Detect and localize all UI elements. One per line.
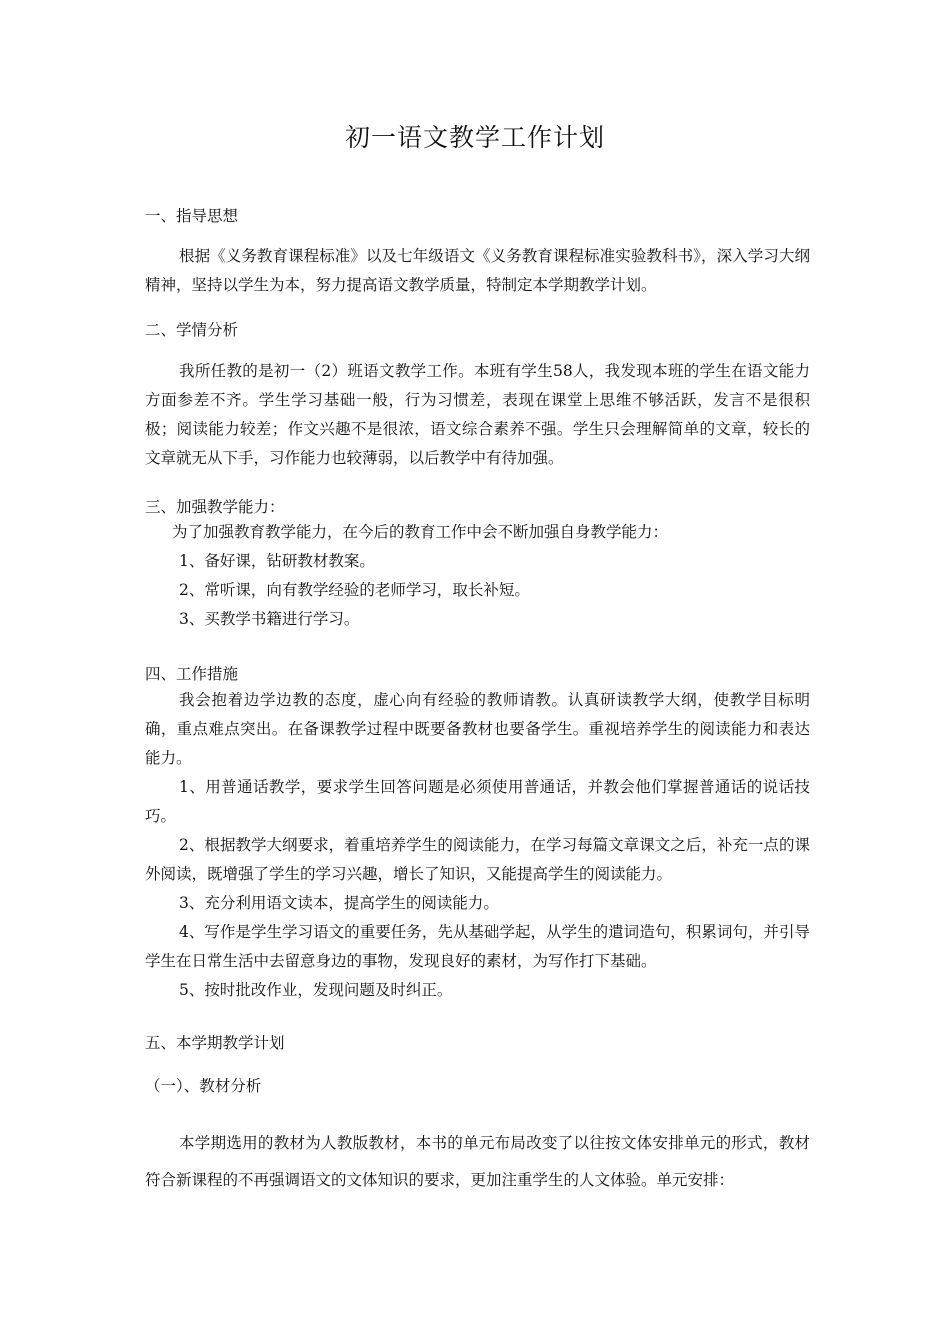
list-item: 1、备好课，钻研教材教案。 xyxy=(179,552,375,570)
section-heading-semester-plan: 五、本学期教学计划 xyxy=(145,1034,285,1052)
section-heading-student-analysis: 二、学情分析 xyxy=(145,321,239,339)
section-heading-work-measures: 四、工作措施 xyxy=(145,665,239,683)
list-item: 2、常听课，向有教学经验的老师学习，取长补短。 xyxy=(179,581,530,599)
paragraph-student-analysis: 我所任教的是初一（2）班语文教学工作。本班有学生58人，我发现本班的学生在语文能力方面参差不齐。学生学习基础一般，行为习惯差，表现在课堂上思维不够活跃，发言不是很积极；阅读能力较差；作文兴趣不是很浓，语文综合素养不强。学生只会理解简单的文章，较长的文章就无从下手，习作能力也较薄弱，以后教学中有待加强。 xyxy=(145,362,810,467)
teaching-ability-intro: 为了加强教育教学能力，在今后的教育工作中会不断加强自身教学能力： xyxy=(172,523,669,541)
paragraph-textbook-analysis: 本学期选用的教材为人教版教材，本书的单元布局改变了以往按文体安排单元的形式，教材符合新课程的不再强调语文的文体知识的要求，更加注重学生的人文体验。单元安排： xyxy=(145,1134,810,1189)
paragraph-measure-3: 3、充分利用语文读本，提高学生的阅读能力。 xyxy=(179,894,499,912)
paragraph-work-measures: 我会抱着边学边教的态度，虚心向有经验的教师请教。认真研读教学大纲，使教学目标明确，重点难点突出。在备课教学过程中既要备教材也要备学生。重视培养学生的阅读能力和表达能力。 xyxy=(145,691,810,767)
subsection-heading-textbook-analysis: （一）、教材分析 xyxy=(145,1077,262,1095)
section-heading-teaching-ability: 三、加强教学能力： xyxy=(145,498,285,516)
paragraph-guiding-ideology: 根据《义务教育课程标准》以及七年级语文《义务教育课程标准实验教科书》，深入学习大纲精神，坚持以学生为本，努力提高语文教学质量，特制定本学期教学计划。 xyxy=(145,247,810,294)
paragraph-measure-2: 2、根据教学大纲要求，着重培养学生的阅读能力，在学习每篇文章课文之后，补充一点的课外阅读，既增强了学生的学习兴趣，增长了知识，又能提高学生的阅读能力。 xyxy=(145,836,810,883)
document-title: 初一语文教学工作计划 xyxy=(344,123,605,152)
list-item: 3、买教学书籍进行学习。 xyxy=(179,610,360,628)
paragraph-measure-4: 4、写作是学生学习语文的重要任务，先从基础学起，从学生的遣词造句，积累词句，并引导学生在日常生活中去留意身边的事物，发现良好的素材，为写作打下基础。 xyxy=(145,923,810,970)
paragraph-measure-1: 1、用普通话教学，要求学生回答问题是必须使用普通话，并教会他们掌握普通话的说话技巧。 xyxy=(145,778,810,825)
section-heading-guiding-ideology: 一、指导思想 xyxy=(145,207,239,225)
paragraph-measure-5: 5、按时批改作业，发现问题及时纠正。 xyxy=(179,981,453,999)
